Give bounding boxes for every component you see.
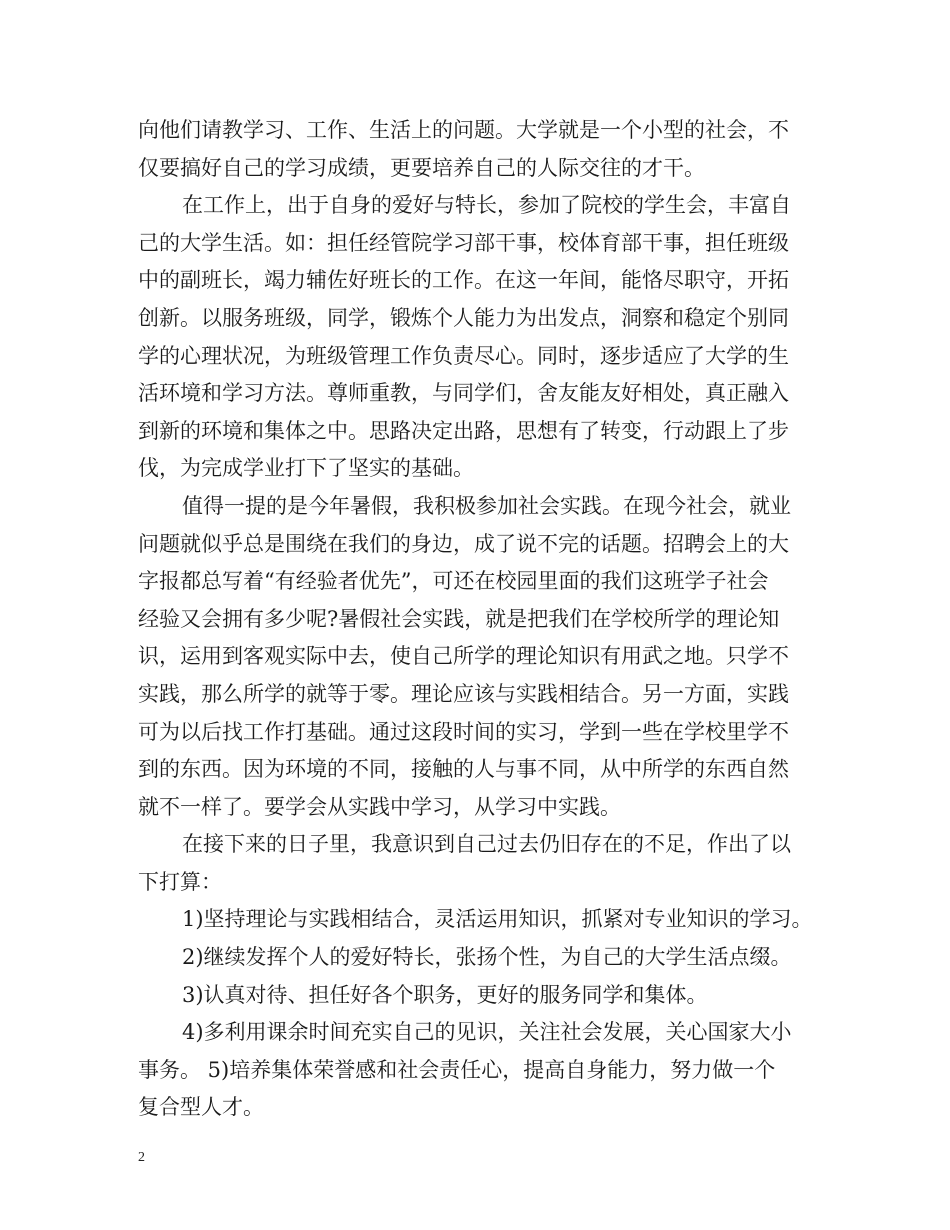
paragraph-start-line: 在接下来的日子里，我意识到自己过去仍旧存在的不足，作出了以 bbox=[182, 832, 791, 857]
text-line: 伐，为完成学业打下了坚实的基础。 bbox=[138, 456, 474, 481]
text-line: 复合型人才。 bbox=[138, 1095, 264, 1120]
text-line: 下打算： bbox=[138, 869, 222, 894]
text-line: 己的大学生活。如：担任经管院学习部干事，校体育部干事，担任班级 bbox=[138, 230, 789, 255]
page-number: 2 bbox=[138, 1150, 145, 1165]
list-item-line: 2)继续发挥个人的爱好特长，张扬个性，为自己的大学生活点缀。 bbox=[182, 945, 792, 970]
text-line: 仅要搞好自己的学习成绩，更要培养自己的人际交往的才干。 bbox=[138, 155, 705, 180]
text-line: 创新。以服务班级，同学，锻炼个人能力为出发点，洞察和稳定个别同 bbox=[138, 305, 789, 330]
text-line: 向他们请教学习、工作、生活上的问题。大学就是一个小型的社会，不 bbox=[138, 118, 789, 142]
text-line: 经验又会拥有多少呢?暑假社会实践，就是把我们在学校所学的理论知 bbox=[138, 606, 780, 631]
paragraph-start-line: 值得一提的是今年暑假，我积极参加社会实践。在现今社会，就业 bbox=[182, 493, 791, 518]
text-line: 活环境和学习方法。尊师重教，与同学们，舍友能友好相处，真正融入 bbox=[138, 381, 789, 406]
text-line: 中的副班长，竭力辅佐好班长的工作。在这一年间，能恪尽职守，开拓 bbox=[138, 268, 789, 293]
text-line: 就不一样了。要学会从实践中学习，从学习中实践。 bbox=[138, 794, 621, 819]
text-line: 学的心理状况，为班级管理工作负责尽心。同时，逐步适应了大学的生 bbox=[138, 343, 789, 368]
text-line: 字报都总写着“有经验者优先”，可还在校园里面的我们这班学子社会 bbox=[138, 569, 769, 594]
list-item-line: 3)认真对待、担任好各个职务，更好的服务同学和集体。 bbox=[182, 982, 708, 1007]
text-line: 到新的环境和集体之中。思路决定出路，思想有了转变，行动跟上了步 bbox=[138, 418, 789, 443]
text-line: 识，运用到客观实际中去，使自己所学的理论知识有用武之地。只学不 bbox=[138, 644, 789, 669]
body-text bbox=[138, 112, 828, 1127]
text-line: 到的东西。因为环境的不同，接触的人与事不同，从中所学的东西自然 bbox=[138, 757, 789, 782]
list-item-line: 1)坚持理论与实践相结合，灵活运用知识，抓紧对专业知识的学习。 bbox=[182, 907, 813, 932]
paragraph-start-line: 在工作上，出于自身的爱好与特长，参加了院校的学生会，丰富自 bbox=[182, 193, 791, 218]
list-item-line: 4)多利用课余时间充实自己的见识，关注社会发展，关心国家大小 bbox=[182, 1020, 792, 1045]
text-line: 可为以后找工作打基础。通过这段时间的实习，学到一些在学校里学不 bbox=[138, 719, 789, 744]
text-line: 问题就似乎总是围绕在我们的身边，成了说不完的话题。招聘会上的大 bbox=[138, 531, 789, 556]
text-line: 实践，那么所学的就等于零。理论应该与实践相结合。另一方面，实践 bbox=[138, 681, 789, 706]
text-line: 事务。 5)培养集体荣誉感和社会责任心，提高自身能力，努力做一个 bbox=[138, 1057, 776, 1082]
